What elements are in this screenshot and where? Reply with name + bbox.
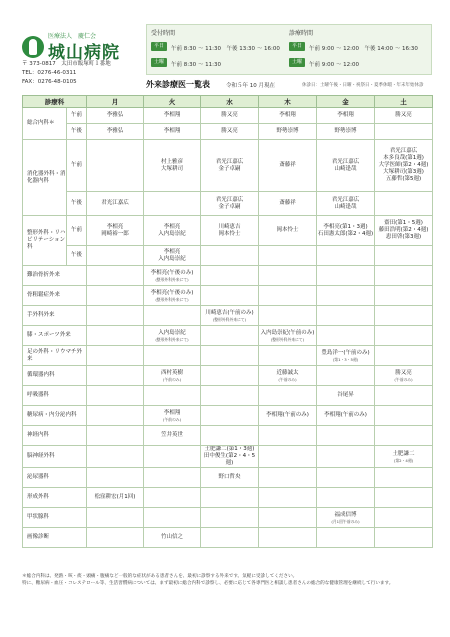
doctor-name: (整形外科外来にて) <box>212 316 247 322</box>
schedule-cell <box>259 246 317 266</box>
doctor-name: (整形外科外来にて) <box>155 296 189 302</box>
schedule-cell <box>317 406 375 426</box>
doctor-name: (午前のみ) <box>278 376 297 382</box>
doctor-name: 金子卓嗣 <box>218 203 241 210</box>
doctor-name: 勝又亮 <box>395 369 412 376</box>
doctor-name: 李相亮 <box>106 223 124 230</box>
schedule-cell <box>317 508 375 528</box>
table-row <box>23 108 433 124</box>
doctor-name: 君光江嘉広 <box>215 158 244 165</box>
table-row <box>23 386 433 406</box>
department-cell: 膝・スポーツ外来 <box>23 326 87 346</box>
schedule-cell <box>201 124 259 140</box>
schedule-cell <box>375 326 433 346</box>
schedule-cell <box>87 124 144 140</box>
schedule-cell <box>259 124 317 140</box>
doctor-name: 土肥謙二 <box>392 450 415 457</box>
doctor-name: 岡本怜士 <box>218 230 241 237</box>
doctor-name: 笠井英世 <box>160 432 183 438</box>
doctor-name: 勝又亮 <box>221 128 238 134</box>
table-row <box>23 192 433 216</box>
schedule-cell <box>201 488 259 508</box>
department-cell: 脳神経外科 <box>23 446 87 468</box>
saturday-badge: 土曜 <box>151 58 167 67</box>
schedule-cell <box>87 140 144 192</box>
hours-box <box>146 24 432 75</box>
schedule-cell <box>144 266 201 286</box>
footnote-line-2: 特に、糖尿病・血圧・コレステロール等、生活習慣病については、まず最初に総合内科で診察し、必要に応じて各専門医と相談し患者さんの総合的な健康管理を継続して行います。 <box>22 581 394 586</box>
doctor-name: 近藤誠太 <box>276 369 299 376</box>
schedule-cell <box>375 192 433 216</box>
table-row <box>23 216 433 246</box>
schedule-cell <box>375 246 433 266</box>
doctor-name: (午前のみ) <box>162 416 182 422</box>
department-cell: 甲状腺科 <box>23 508 87 528</box>
schedule-cell <box>259 266 317 286</box>
doctor-name: 李相翔 <box>163 409 181 416</box>
schedule-cell <box>144 528 201 548</box>
doctor-name: 李相翔 <box>279 112 296 118</box>
schedule-cell <box>87 468 144 488</box>
schedule-cell <box>87 426 144 446</box>
header-department: 診療科 <box>23 96 87 108</box>
doctor-name: 入内島崇紀 <box>158 255 186 262</box>
schedule-cell <box>259 528 317 548</box>
schedule-cell <box>317 386 375 406</box>
period-cell: 午前 <box>67 108 87 124</box>
schedule-cell <box>375 528 433 548</box>
department-cell: 形成外科 <box>23 488 87 508</box>
schedule-cell <box>317 346 375 366</box>
doctor-name: 豊島洋一(午前のみ) <box>321 349 370 356</box>
header-wednesday: 水 <box>201 96 259 108</box>
schedule-cell <box>375 124 433 140</box>
doctor-name: 村上雅彦 <box>160 158 183 165</box>
schedule-cell <box>259 108 317 124</box>
doctor-name: 山崎逢哉 <box>334 203 357 210</box>
schedule-cell <box>375 216 433 246</box>
schedule-cell <box>201 286 259 306</box>
schedule-cell <box>201 508 259 528</box>
doctor-name: 君光江嘉広 <box>331 196 360 203</box>
contact-block <box>22 60 111 87</box>
department-cell: 循環器内科 <box>23 366 87 386</box>
schedule-cell <box>144 386 201 406</box>
schedule-cell <box>144 140 201 192</box>
doctor-name: 川崎恵吉 <box>218 223 241 230</box>
schedule-cell <box>259 286 317 306</box>
doctor-name: 本多良哉(第1週) <box>383 155 424 161</box>
doctor-name: 土肥謙二(第1・3週) <box>204 446 255 452</box>
department-cell: 呼吸器科 <box>23 386 87 406</box>
doctor-name: 五藤哲(第5週) <box>385 176 422 182</box>
schedule-cell <box>144 468 201 488</box>
doctor-name: 恵田啓(第3週) <box>385 234 422 240</box>
schedule-cell <box>259 192 317 216</box>
period-cell: 午後 <box>67 192 87 216</box>
schedule-cell <box>144 446 201 468</box>
schedule-cell <box>144 326 201 346</box>
schedule-cell <box>259 468 317 488</box>
doctor-name: 君光江嘉広 <box>389 148 418 154</box>
footnote <box>22 573 432 587</box>
schedule-cell <box>87 286 144 306</box>
doctor-name: 李相翔 <box>163 128 181 134</box>
doctor-name: 大塚耕司 <box>160 165 183 172</box>
header-saturday: 土 <box>375 96 433 108</box>
department-cell: 神経内科 <box>23 426 87 446</box>
schedule-cell <box>375 140 433 192</box>
schedule-cell <box>144 406 201 426</box>
doctor-name: 大塚耕司(第3週) <box>383 169 424 175</box>
schedule-cell <box>317 528 375 548</box>
schedule-cell <box>201 386 259 406</box>
schedule-cell <box>259 508 317 528</box>
consultation-hours-title: 診療時間 <box>289 30 314 37</box>
schedule-cell <box>259 140 317 192</box>
table-row <box>23 488 433 508</box>
schedule-cell <box>87 216 144 246</box>
doctor-name: (第1・3・5週) <box>332 356 359 362</box>
consultation-weekday: 午前 9:00 〜 12:00 午後 14:00 〜 16:30 <box>309 46 418 52</box>
schedule-cell <box>144 286 201 306</box>
table-row <box>23 326 433 346</box>
schedule-cell <box>201 326 259 346</box>
schedule-cell <box>259 346 317 366</box>
hospital-name: 城山病院 <box>48 43 120 63</box>
doctor-name: (整形外科外来にて) <box>155 276 189 282</box>
schedule-cell <box>259 406 317 426</box>
doctor-name: 李相翔(午前のみ) <box>266 412 309 418</box>
department-cell: 骨粗鬆症外来 <box>23 286 87 306</box>
table-row <box>23 266 433 286</box>
schedule-cell <box>201 306 259 326</box>
schedule-cell <box>259 446 317 468</box>
schedule-cell <box>259 306 317 326</box>
schedule-cell <box>144 426 201 446</box>
doctor-name: 福成信博 <box>334 511 357 518</box>
table-row <box>23 306 433 326</box>
doctor-name: 君光江嘉広 <box>101 200 129 206</box>
schedule-cell <box>87 406 144 426</box>
schedule-cell <box>87 386 144 406</box>
schedule-cell <box>144 346 201 366</box>
doctor-name: 野勢崇博 <box>334 128 357 134</box>
table-row <box>23 124 433 140</box>
weekday-badge: 平日 <box>151 42 167 51</box>
doctor-name: 岡本怜士 <box>276 227 299 233</box>
schedule-cell <box>87 366 144 386</box>
doctor-name: 齋田(第1・5週) <box>384 220 423 226</box>
doctor-name: 入内島崇紀 <box>158 329 186 336</box>
department-cell: 画像診断 <box>23 528 87 548</box>
doctor-name: 李相亮(午後のみ) <box>150 289 194 296</box>
schedule-cell <box>317 108 375 124</box>
doctor-name: 山崎逢哉 <box>334 165 357 172</box>
period-cell: 午後 <box>67 124 87 140</box>
schedule-cell <box>317 426 375 446</box>
schedule-cell <box>317 266 375 286</box>
schedule-cell <box>87 192 144 216</box>
doctor-name: 李雅弘 <box>106 112 124 118</box>
doctor-name: 竹山信之 <box>160 534 183 540</box>
schedule-cell <box>375 406 433 426</box>
schedule-cell <box>87 528 144 548</box>
doctor-name: (月1回午前のみ) <box>331 518 360 524</box>
reception-saturday: 午前 8:30 〜 11:30 <box>171 62 221 68</box>
schedule-cell <box>375 346 433 366</box>
doctor-name: 勝又亮 <box>395 112 412 118</box>
table-header-row <box>23 96 433 108</box>
doctor-name: 李相亮(第1・3週) <box>323 223 368 230</box>
schedule-cell <box>87 306 144 326</box>
schedule-cell <box>201 266 259 286</box>
schedule-cell <box>87 326 144 346</box>
header-tuesday: 火 <box>144 96 201 108</box>
schedule-cell <box>87 346 144 366</box>
saturday-badge-right: 土曜 <box>289 58 305 67</box>
doctor-name: 西村英樹 <box>160 369 183 376</box>
schedule-cell <box>317 488 375 508</box>
schedule-cell <box>259 326 317 346</box>
schedule-cell <box>375 108 433 124</box>
tel: TEL：0276-46-0311 <box>22 70 77 76</box>
schedule-cell <box>259 488 317 508</box>
schedule-cell <box>201 446 259 468</box>
schedule-cell <box>317 246 375 266</box>
closed-days-note: 休診日：土曜午後・日曜・祝祭日・夏季休暇・年末年始休診 <box>302 83 424 88</box>
table-row <box>23 446 433 468</box>
department-cell: 足の外科・リウマチ外来 <box>23 346 87 366</box>
schedule-cell <box>144 192 201 216</box>
schedule-cell <box>259 366 317 386</box>
table-row <box>23 528 433 548</box>
schedule-cell <box>201 216 259 246</box>
schedule-cell <box>259 426 317 446</box>
schedule-cell <box>317 326 375 346</box>
doctor-name: 松窪耕宏(月1回) <box>94 494 136 500</box>
table-row <box>23 468 433 488</box>
schedule-cell <box>201 246 259 266</box>
table-row <box>23 366 433 386</box>
schedule-cell <box>375 266 433 286</box>
header-monday: 月 <box>87 96 144 108</box>
schedule-cell <box>375 426 433 446</box>
schedule-cell <box>317 286 375 306</box>
doctor-name: 李相亮 <box>163 248 181 255</box>
header-thursday: 木 <box>259 96 317 108</box>
doctor-name: 大学医師(第2・4週) <box>378 162 429 168</box>
schedule-cell <box>87 446 144 468</box>
schedule-cell <box>201 192 259 216</box>
schedule-cell <box>317 124 375 140</box>
consultation-saturday: 午前 9:00 〜 12:00 <box>309 62 359 68</box>
fax: FAX：0276-48-0105 <box>22 79 77 85</box>
doctor-name: 君光江嘉広 <box>331 158 360 165</box>
schedule-cell <box>317 306 375 326</box>
schedule-cell <box>201 406 259 426</box>
doctor-name: 勝又亮 <box>221 112 238 118</box>
schedule-cell <box>201 468 259 488</box>
doctor-name: 李相翔 <box>337 112 354 118</box>
schedule-cell <box>317 446 375 468</box>
department-cell: 整形外科・リハビリテーション科 <box>23 216 67 266</box>
doctor-name: 谷尾昇 <box>337 392 354 398</box>
schedule-cell <box>375 468 433 488</box>
page-title: 外来診療医一覧表 <box>146 80 210 89</box>
schedule-cell <box>375 386 433 406</box>
period-cell: 午前 <box>67 140 87 192</box>
doctor-name: 李相亮 <box>163 223 181 230</box>
schedule-cell <box>144 306 201 326</box>
doctor-name: (第2・4週) <box>393 457 414 463</box>
department-cell: 手外科外来 <box>23 306 87 326</box>
schedule-cell <box>375 488 433 508</box>
table-row <box>23 426 433 446</box>
doctor-name: 入内島崇紀(午前のみ) <box>260 329 315 336</box>
table-row <box>23 286 433 306</box>
doctor-name: 野口哲央 <box>218 474 241 480</box>
table-row <box>23 140 433 192</box>
schedule-cell <box>317 140 375 192</box>
doctor-name: 金子卓嗣 <box>218 165 241 172</box>
doctor-name: 君光江嘉広 <box>215 196 244 203</box>
doctor-name: 李雅弘 <box>106 128 124 134</box>
schedule-cell <box>375 446 433 468</box>
doctor-name: 石田憲太郎(第2・4週) <box>317 230 374 237</box>
doctor-name: 李相亮(午後のみ) <box>150 269 194 276</box>
schedule-cell <box>375 306 433 326</box>
doctor-name: 入内島崇紀 <box>158 230 186 237</box>
schedule-cell <box>144 246 201 266</box>
doctor-name: 藤田浩明(第2・4週) <box>378 227 429 233</box>
table-row <box>23 406 433 426</box>
schedule-cell <box>375 508 433 528</box>
schedule-cell <box>144 508 201 528</box>
schedule-cell <box>144 488 201 508</box>
schedule-cell <box>317 192 375 216</box>
schedule-cell <box>201 108 259 124</box>
schedule-cell <box>201 528 259 548</box>
schedule-cell <box>317 468 375 488</box>
doctor-name: 李相翔(午前のみ) <box>324 412 367 418</box>
schedule-cell <box>87 246 144 266</box>
department-cell: 難治骨折外来 <box>23 266 87 286</box>
doctor-name: 斎藤祥 <box>279 162 296 168</box>
schedule-cell <box>375 366 433 386</box>
period-cell: 午前 <box>67 216 87 246</box>
reception-hours-title: 受付時間 <box>151 30 176 37</box>
reception-weekday: 午前 8:30 〜 11:30 午後 13:30 〜 16:00 <box>171 46 280 52</box>
doctor-name: (整形外科外来にて) <box>155 336 189 342</box>
schedule-cell <box>259 386 317 406</box>
schedule-cell <box>201 346 259 366</box>
schedule-cell <box>87 108 144 124</box>
doctor-name: 野勢崇博 <box>276 128 299 134</box>
table-row <box>23 508 433 528</box>
doctor-name: 田中俊生(第2・4・5週) <box>203 453 256 466</box>
schedule-cell <box>317 216 375 246</box>
page-header <box>0 0 450 96</box>
schedule-cell <box>375 286 433 306</box>
department-cell: 総合内科＊ <box>23 108 67 140</box>
period-cell: 午後 <box>67 246 87 266</box>
doctor-name: (整形外科外来にて) <box>270 336 305 342</box>
schedule-cell <box>144 124 201 140</box>
doctor-name: 岡崎裕一郎 <box>101 230 129 237</box>
schedule-table <box>22 95 433 548</box>
doctor-name: 李相翔 <box>163 112 181 118</box>
weekday-badge-right: 平日 <box>289 42 305 51</box>
organization-name: 医療法人 慶仁会 <box>48 33 97 40</box>
schedule-cell <box>144 108 201 124</box>
doctor-name: 川崎恵吉(午前のみ) <box>205 309 254 316</box>
doctor-name: 斎藤祥 <box>279 200 296 206</box>
table-row <box>23 346 433 366</box>
schedule-cell <box>317 366 375 386</box>
schedule-cell <box>87 266 144 286</box>
schedule-cell <box>87 488 144 508</box>
schedule-cell <box>144 366 201 386</box>
as-of-date: 令和５年 10 月現在 <box>226 83 275 89</box>
doctor-name: (午前のみ) <box>394 376 413 382</box>
doctor-name: (午前のみ) <box>162 376 182 382</box>
schedule-cell <box>87 508 144 528</box>
schedule-cell <box>259 216 317 246</box>
header-friday: 金 <box>317 96 375 108</box>
schedule-cell <box>144 216 201 246</box>
address: 〒 373-0817 太田市飯塚町１番地 <box>22 61 111 67</box>
hospital-logo-icon <box>22 36 44 58</box>
table-row <box>23 246 433 266</box>
schedule-cell <box>201 366 259 386</box>
schedule-cell <box>201 426 259 446</box>
footnote-line-1: ＊総合内科は、発熱・咳・痰・頭痛・腹痛など一般的な症状がある患者さんを、最初に診察する外来です。気軽に受診してください。 <box>22 574 298 579</box>
department-cell: 消化器外科・消化器内科 <box>23 140 67 216</box>
schedule-cell <box>201 140 259 192</box>
department-cell: 糖尿病・内分泌内科 <box>23 406 87 426</box>
department-cell: 泌尿器科 <box>23 468 87 488</box>
